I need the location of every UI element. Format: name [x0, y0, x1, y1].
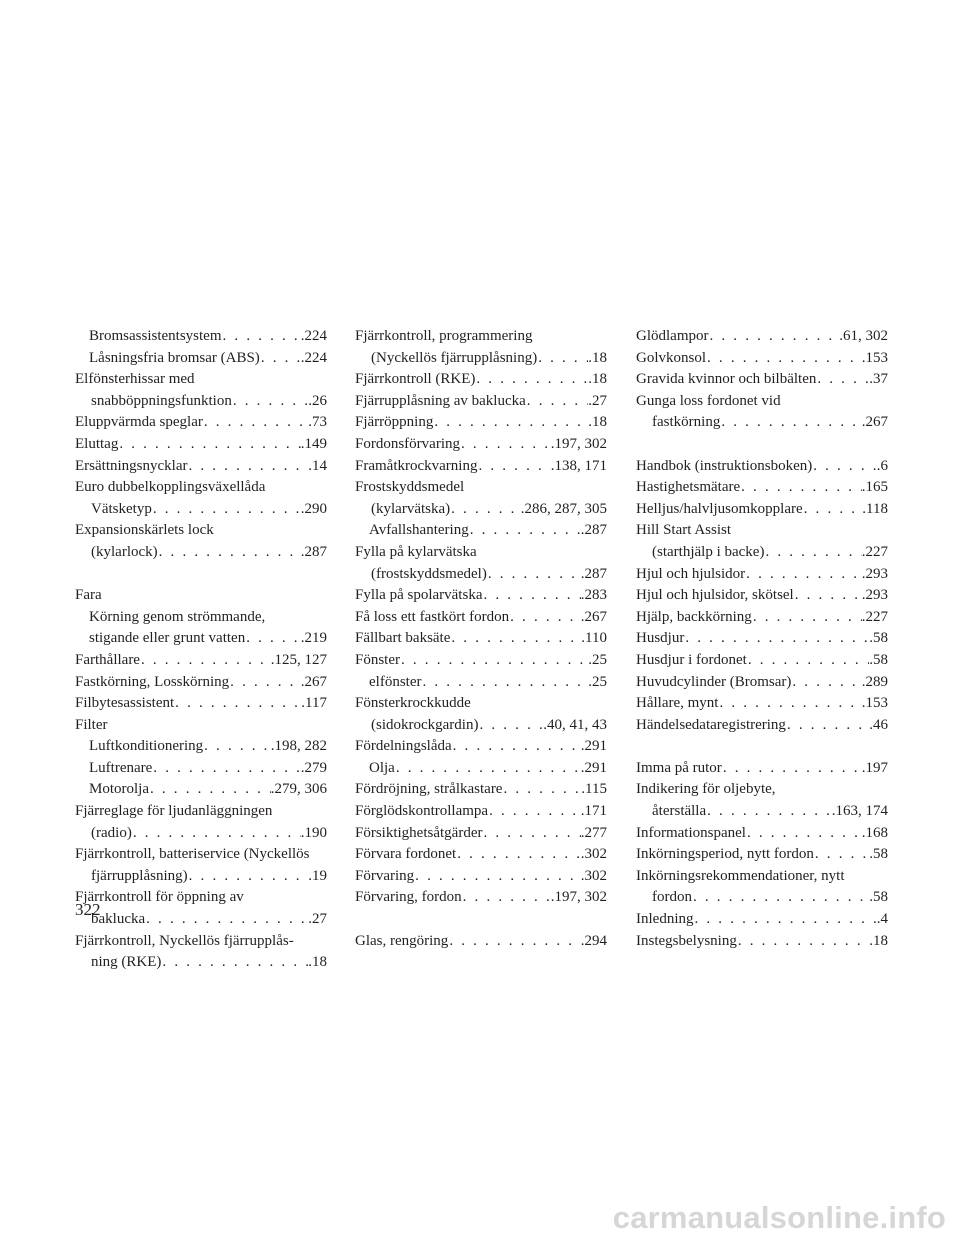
- index-entry-page-ref: .190: [300, 824, 327, 841]
- index-entry-term: Glödlampor: [636, 328, 709, 344]
- index-entry-page-ref: .27: [588, 392, 607, 409]
- index-entry-page-ref: .18: [588, 414, 607, 431]
- dot-leader: [740, 477, 862, 499]
- index-entry-term: Helljus/halvljusomkopplare: [636, 500, 803, 517]
- index-heading: Fjärrkontroll för öppning av: [75, 889, 244, 906]
- dot-leader: [747, 650, 869, 672]
- index-entry-page-ref: .171: [580, 803, 607, 820]
- index-entry-term: Inkörningsperiod, nytt fordon: [636, 846, 814, 863]
- index-entry-page-ref: .18: [588, 371, 607, 388]
- dot-leader: [537, 348, 588, 370]
- index-entry-page-ref: .293: [861, 565, 888, 582]
- index-entry-term: Förvaring, fordon: [355, 889, 462, 906]
- index-entry-page-ref: .58: [869, 651, 888, 668]
- index-entry-term: Filbytesassistent: [75, 695, 175, 712]
- index-entry-page-ref: .61, 302: [839, 328, 888, 344]
- dot-leader: [737, 931, 869, 953]
- index-entry-page-ref: .267: [861, 414, 888, 431]
- index-entry: [75, 758, 327, 780]
- index-entry: [75, 736, 327, 758]
- index-entry: [75, 823, 327, 845]
- index-entry-page-ref: .115: [581, 781, 607, 798]
- index-entry: [636, 758, 888, 780]
- index-heading: Fylla på kylarvätska: [355, 543, 477, 560]
- index-entry-page-ref: .73: [308, 414, 327, 431]
- index-entry-page-ref: .227: [861, 608, 888, 625]
- dot-leader: [752, 607, 862, 629]
- dot-leader: [816, 369, 869, 391]
- index-entry: [75, 412, 327, 434]
- index-entry-page-ref: .118: [862, 500, 888, 517]
- dot-leader: [174, 693, 301, 715]
- index-heading: Inkörningsrekommendationer, nytt: [636, 867, 845, 884]
- dot-leader: [188, 866, 309, 888]
- index-entry-page-ref: .290: [300, 500, 327, 517]
- index-entry-page-ref: .125, 127: [270, 651, 327, 668]
- dot-leader: [203, 412, 308, 434]
- dot-leader: [145, 909, 308, 931]
- index-entry: [75, 499, 327, 521]
- index-entry: [75, 866, 327, 888]
- index-entry: [636, 412, 888, 434]
- dot-leader: [149, 779, 271, 801]
- index-entry-term: Hjälp, backkörning: [636, 608, 752, 625]
- index-entry: [636, 823, 888, 845]
- index-entry-term: Inledning: [636, 911, 694, 928]
- index-entry: [636, 672, 888, 694]
- index-entry-term: Händelsedataregistrering: [636, 716, 786, 733]
- index-entry-page-ref: .6: [876, 457, 888, 474]
- index-entry-term: återställa: [652, 803, 707, 820]
- index-entry-term: Låsningsfria bromsar (ABS): [89, 349, 260, 366]
- index-entry: [355, 931, 607, 953]
- dot-leader: [260, 348, 301, 370]
- index-entry-page-ref: .279: [300, 759, 327, 776]
- index-entry-term: Försiktighetsåtgärder: [355, 824, 483, 841]
- index-entry: [355, 585, 607, 607]
- index-entry: [355, 844, 607, 866]
- index-entry-page-ref: .25: [588, 673, 607, 690]
- index-entry: [636, 887, 888, 909]
- index-entry-term: (Nyckellös fjärrupplåsning): [371, 349, 538, 366]
- index-entry: [355, 391, 607, 413]
- dot-leader: [488, 801, 581, 823]
- index-entry: [355, 758, 607, 780]
- dot-leader: [433, 412, 588, 434]
- index-entry-page-ref: .138, 171: [550, 457, 607, 474]
- index-entry: [636, 369, 888, 391]
- index-entry-page-ref: .18: [308, 954, 327, 971]
- dot-leader: [718, 693, 861, 715]
- index-entry-page-ref: .168: [861, 824, 888, 841]
- index-entry-term: Imma på rutor: [636, 759, 722, 776]
- dot-leader: [803, 499, 863, 521]
- index-entry-term: Fjärrupplåsning av baklucka: [355, 392, 526, 409]
- dot-leader: [448, 931, 580, 953]
- index-entry-term: Glas, rengöring: [355, 932, 449, 949]
- index-heading: Elfönsterhissar med: [75, 371, 195, 388]
- index-entry-page-ref: .302: [580, 867, 607, 884]
- index-entry-page-ref: .19: [308, 867, 327, 884]
- index-entry-page-ref: .287: [580, 565, 607, 582]
- index-entry: [75, 952, 327, 974]
- index-entry: [355, 520, 607, 542]
- index-entry-term: Hållare, mynt: [636, 695, 719, 712]
- index-entry-page-ref: .165: [861, 479, 888, 496]
- index-entry-page-ref: .293: [861, 587, 888, 604]
- index-entry: [355, 887, 607, 909]
- index-entry-page-ref: .283: [580, 587, 607, 604]
- index-entry: [75, 693, 327, 715]
- dot-leader: [502, 779, 581, 801]
- index-entry-page-ref: .279, 306: [270, 781, 327, 798]
- index-entry: [636, 844, 888, 866]
- index-entry-page-ref: .219: [300, 630, 327, 647]
- dot-leader: [395, 758, 581, 780]
- index-entry: [355, 650, 607, 672]
- index-entry: [636, 693, 888, 715]
- index-entry-page-ref: .302: [580, 846, 607, 863]
- index-entry-term: Fördröjning, strålkastare: [355, 781, 503, 798]
- dot-leader: [187, 456, 308, 478]
- index-entry-page-ref: .277: [580, 824, 607, 841]
- index-entry: [355, 801, 607, 823]
- index-entry: [636, 564, 888, 586]
- index-entry: [75, 326, 327, 348]
- index-entry-term: fastkörning: [652, 414, 721, 431]
- index-entry-page-ref: .198, 282: [270, 738, 327, 755]
- index-entry: [355, 369, 607, 391]
- index-heading: Filter: [75, 716, 108, 733]
- index-entry-term: Fastkörning, Losskörning: [75, 673, 230, 690]
- index-heading: Fjärrkontroll, programmering: [355, 328, 533, 344]
- index-entry-term: Hjul och hjulsidor: [636, 565, 746, 582]
- index-entry-term: Avfallshantering: [369, 522, 469, 539]
- index-entry-page-ref: .287: [580, 522, 607, 539]
- index-entry: [75, 650, 327, 672]
- dot-leader: [764, 542, 861, 564]
- index-entry-term: Eluppvärmda speglar: [75, 414, 203, 431]
- index-entry-term: elfönster: [369, 673, 422, 690]
- dot-leader: [456, 844, 581, 866]
- index-entry-page-ref: .4: [876, 911, 888, 928]
- index-entry-page-ref: .37: [869, 371, 888, 388]
- index-entry-term: Luftkonditionering: [89, 738, 204, 755]
- index-entry: [355, 564, 607, 586]
- dot-leader: [745, 564, 862, 586]
- dot-leader: [232, 391, 308, 413]
- dot-leader: [203, 736, 271, 758]
- index-entry-page-ref: .227: [861, 543, 888, 560]
- index-entry: [636, 607, 888, 629]
- index-entry: [75, 672, 327, 694]
- index-entry-term: Handbok (instruktionsboken): [636, 457, 813, 474]
- dot-leader: [421, 672, 588, 694]
- index-entry-term: Motorolja: [89, 781, 149, 798]
- index-entry-term: Bromsassistentsystem: [89, 328, 222, 344]
- index-entry-term: Gravida kvinnor och bilbälten: [636, 371, 817, 388]
- index-heading: Expansionskärlets lock: [75, 522, 214, 539]
- index-entry: [636, 499, 888, 521]
- index-entry: [636, 456, 888, 478]
- dot-leader: [161, 952, 308, 974]
- index-entry-term: Ersättningsnycklar: [75, 457, 188, 474]
- dot-leader: [158, 542, 301, 564]
- index-entry-term: Farthållare: [75, 651, 140, 668]
- index-entry: [636, 909, 888, 931]
- index-entry-term: (radio): [91, 824, 132, 841]
- index-entry-page-ref: .267: [580, 608, 607, 625]
- index-entry-page-ref: .58: [869, 630, 888, 647]
- dot-leader: [452, 736, 581, 758]
- index-entry: [636, 348, 888, 370]
- index-entry-page-ref: .294: [580, 932, 607, 949]
- dot-leader: [694, 909, 877, 931]
- index-entry: [75, 348, 327, 370]
- index-column-3: [636, 326, 888, 952]
- index-entry-term: (kylarlock): [91, 543, 158, 560]
- dot-leader: [720, 412, 861, 434]
- index-entry-page-ref: .291: [580, 759, 607, 776]
- index-entry: [636, 715, 888, 737]
- index-entry-term: Fordonsförvaring: [355, 435, 460, 452]
- index-entry-page-ref: .18: [869, 932, 888, 949]
- dot-leader: [152, 758, 300, 780]
- index-column-2: [355, 326, 607, 952]
- index-heading: Fjärreglage för ljudanläggningen: [75, 803, 273, 820]
- index-heading: Euro dubbelkopplingsväxellåda: [75, 479, 266, 496]
- dot-leader: [746, 823, 862, 845]
- index-entry: [75, 391, 327, 413]
- index-entry-page-ref: .149: [300, 435, 327, 452]
- index-heading: Fjärrkontroll, Nyckellös fjärrupplås-: [75, 932, 294, 949]
- index-entry-page-ref: .224: [300, 349, 327, 366]
- index-entry: [75, 628, 327, 650]
- index-heading: Fara: [75, 587, 102, 604]
- dot-leader: [222, 326, 301, 348]
- index-entry-term: (frostskyddsmedel): [371, 565, 487, 582]
- index-entry: [355, 434, 607, 456]
- dot-leader: [812, 456, 877, 478]
- index-entry-page-ref: .224: [300, 328, 327, 344]
- index-entry-term: Luftrenare: [89, 759, 153, 776]
- index-entry: [355, 823, 607, 845]
- dot-leader: [526, 391, 588, 413]
- index-entry-page-ref: .117: [301, 695, 327, 712]
- dot-leader: [684, 628, 869, 650]
- index-entry: [355, 672, 607, 694]
- index-entry: [355, 779, 607, 801]
- index-entry-page-ref: .58: [869, 889, 888, 906]
- index-entry-term: Förvara fordonet: [355, 846, 457, 863]
- index-heading: Gunga loss fordonet vid: [636, 392, 781, 409]
- letter-group-spacer: [636, 434, 888, 456]
- page-number: 322: [75, 900, 101, 919]
- index-entry-term: Fylla på spolarvätska: [355, 587, 483, 604]
- dot-leader: [152, 499, 301, 521]
- index-entry: [636, 477, 888, 499]
- dot-leader: [487, 564, 581, 586]
- index-entry: [75, 456, 327, 478]
- index-heading: Fönsterkrockkudde: [355, 695, 471, 712]
- dot-leader: [132, 823, 301, 845]
- index-entry: [636, 650, 888, 672]
- index-entry: [636, 628, 888, 650]
- dot-leader: [477, 456, 550, 478]
- dot-leader: [706, 348, 862, 370]
- index-entry-term: Olja: [369, 759, 395, 776]
- index-entry-term: Instegsbelysning: [636, 932, 737, 949]
- index-heading: Hill Start Assist: [636, 522, 732, 539]
- index-entry-term: Vätsketyp: [91, 500, 152, 517]
- index-entry-term: Fällbart baksäte: [355, 630, 451, 647]
- index-entry-term: Förglödskontrollampa: [355, 803, 489, 820]
- index-entry-page-ref: .46: [869, 716, 888, 733]
- index-entry: [75, 434, 327, 456]
- index-entry-term: (starthjälp i backe): [652, 543, 765, 560]
- index-entry-page-ref: .153: [861, 349, 888, 366]
- index-heading: Indikering för oljebyte,: [636, 781, 776, 798]
- dot-leader: [450, 499, 521, 521]
- index-entry-term: Husdjur: [636, 630, 685, 647]
- index-entry: [355, 348, 607, 370]
- index-entry-term: Fjärröppning: [355, 414, 434, 431]
- index-entry: [355, 499, 607, 521]
- index-entry: [355, 736, 607, 758]
- index-entry-term: Få loss ett fastkört fordon: [355, 608, 510, 625]
- dot-leader: [482, 585, 580, 607]
- index-entry-page-ref: .153: [861, 695, 888, 712]
- index-entry-term: ning (RKE): [91, 954, 162, 971]
- index-entry-term: baklucka: [91, 911, 146, 928]
- index-heading: Körning genom strömmande,: [89, 608, 266, 625]
- index-entry: [636, 931, 888, 953]
- index-entry: [355, 456, 607, 478]
- index-entry-term: Huvudcylinder (Bromsar): [636, 673, 792, 690]
- index-entry-term: fordon: [652, 889, 692, 906]
- index-entry-term: fjärrupplåsning): [91, 867, 188, 884]
- dot-leader: [414, 866, 581, 888]
- dot-leader: [229, 672, 301, 694]
- index-entry-term: (sidokrockgardin): [371, 716, 479, 733]
- index-entry-term: stigande eller grunt vatten: [89, 630, 246, 647]
- dot-leader: [462, 887, 551, 909]
- letter-group-spacer: [75, 564, 327, 586]
- index-heading: Frostskyddsmedel: [355, 479, 465, 496]
- index-entry: [355, 412, 607, 434]
- index-entry: [355, 607, 607, 629]
- index-entry-page-ref: .58: [869, 846, 888, 863]
- dot-leader: [706, 801, 832, 823]
- index-entry-page-ref: .18: [588, 349, 607, 366]
- index-entry: [355, 866, 607, 888]
- index-entry-page-ref: .267: [300, 673, 327, 690]
- dot-leader: [118, 434, 300, 456]
- index-entry: [355, 715, 607, 737]
- index-entry-page-ref: .40, 41, 43: [543, 716, 607, 733]
- dot-leader: [450, 628, 581, 650]
- dot-leader: [722, 758, 862, 780]
- index-entry-term: (kylarvätska): [371, 500, 451, 517]
- index-entry: [636, 801, 888, 823]
- dot-leader: [475, 369, 588, 391]
- index-entry-page-ref: .14: [308, 457, 327, 474]
- dot-leader: [791, 672, 861, 694]
- index-entry-page-ref: .197: [861, 759, 888, 776]
- dot-leader: [482, 823, 580, 845]
- dot-leader: [786, 715, 869, 737]
- dot-leader: [692, 887, 869, 909]
- dot-leader: [709, 326, 840, 348]
- index-entry-term: Framåtkrockvarning: [355, 457, 478, 474]
- index-entry: [355, 628, 607, 650]
- index-entry-term: Hjul och hjulsidor, skötsel: [636, 587, 794, 604]
- dot-leader: [245, 628, 301, 650]
- index-entry-page-ref: .287: [300, 543, 327, 560]
- dot-leader: [478, 715, 543, 737]
- dot-leader: [814, 844, 869, 866]
- index-entry-term: Fördelningslåda: [355, 738, 452, 755]
- index-entry-page-ref: .197, 302: [550, 889, 607, 906]
- letter-group-spacer: [355, 909, 607, 931]
- index-entry-page-ref: .286, 287, 305: [520, 500, 607, 517]
- dot-leader: [140, 650, 271, 672]
- index-entry-term: Hastighetsmätare: [636, 479, 741, 496]
- index-entry-term: Fönster: [355, 651, 400, 668]
- dot-leader: [460, 434, 551, 456]
- index-entry: [75, 779, 327, 801]
- watermark-logo: carmanualsonline.info: [612, 1200, 946, 1235]
- dot-leader: [400, 650, 588, 672]
- index-entry: [636, 542, 888, 564]
- index-entry: [636, 326, 888, 348]
- index-entry-page-ref: .27: [308, 911, 327, 928]
- index-entry-page-ref: .25: [588, 651, 607, 668]
- index-entry-term: Fjärrkontroll (RKE): [355, 371, 476, 388]
- index-entry-page-ref: .163, 174: [831, 803, 888, 820]
- index-entry-page-ref: .291: [580, 738, 607, 755]
- index-entry-term: Informationspanel: [636, 824, 746, 841]
- index-column-1: [75, 326, 327, 974]
- dot-leader: [509, 607, 581, 629]
- dot-leader: [469, 520, 581, 542]
- index-entry-term: Eluttag: [75, 435, 119, 452]
- index-entry-term: Husdjur i fordonet: [636, 651, 747, 668]
- index-entry-term: snabböppningsfunktion: [91, 392, 232, 409]
- index-heading: Fjärrkontroll, batteriservice (Nyckellös: [75, 846, 310, 863]
- dot-leader: [794, 585, 862, 607]
- letter-group-spacer: [636, 736, 888, 758]
- index-entry-term: Golvkonsol: [636, 349, 707, 366]
- index-entry-page-ref: .110: [581, 630, 607, 647]
- index-entry: [75, 542, 327, 564]
- index-entry-term: Förvaring: [355, 867, 415, 884]
- index-entry-page-ref: .289: [861, 673, 888, 690]
- index-entry: [75, 909, 327, 931]
- index-entry-page-ref: .26: [308, 392, 327, 409]
- index-entry: [636, 585, 888, 607]
- index-entry-page-ref: .197, 302: [550, 435, 607, 452]
